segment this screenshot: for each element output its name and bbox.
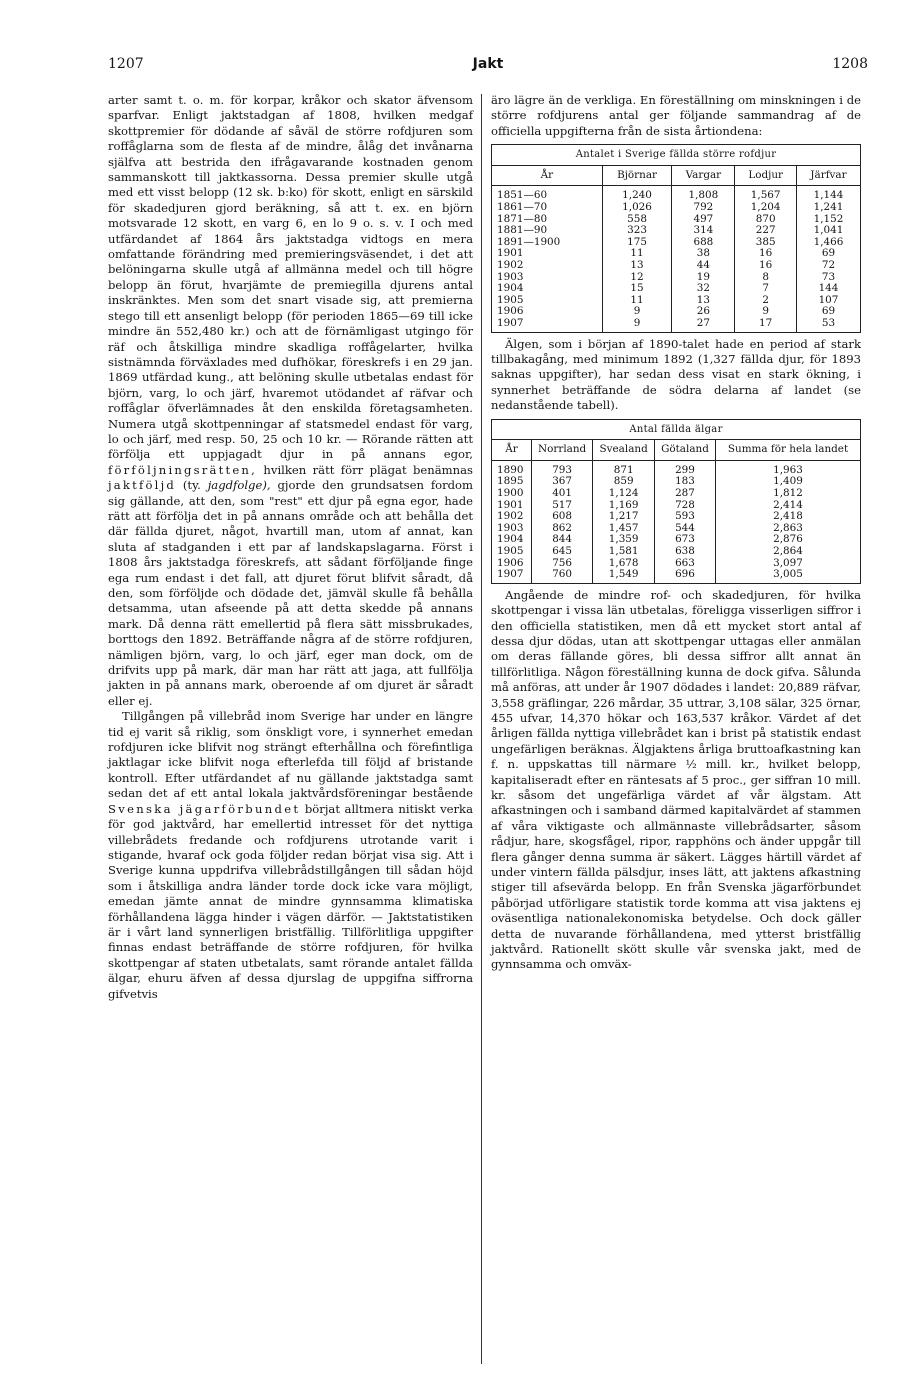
- table-cell: 44: [672, 260, 735, 272]
- col-header: Lodjur: [735, 165, 797, 186]
- table-row: [492, 272, 861, 284]
- col-header: Vargar: [672, 165, 735, 186]
- table-cell: 13: [672, 295, 735, 307]
- table-cell: 1,359: [593, 534, 655, 546]
- table-cell: 793: [531, 460, 593, 476]
- table-row: [492, 260, 861, 272]
- row-year-cell: 1861—70: [492, 202, 603, 214]
- running-title: Jakt: [472, 56, 504, 72]
- table-cell: 38: [672, 248, 735, 260]
- row-year-cell: 1906: [492, 306, 603, 318]
- row-year-cell: 1905: [492, 546, 532, 558]
- col-header: Norrland: [531, 440, 593, 461]
- table-cell: 1,812: [716, 488, 861, 500]
- table-cell: 1,041: [796, 225, 860, 237]
- table-cell: 1,808: [672, 186, 735, 202]
- table-cell: 3,097: [716, 558, 861, 570]
- table-cell: 11: [602, 248, 672, 260]
- table-cell: 1,217: [593, 511, 655, 523]
- table-cell: 26: [672, 306, 735, 318]
- table-cell: 72: [796, 260, 860, 272]
- col-header: Svealand: [593, 440, 655, 461]
- table-cell: 13: [602, 260, 672, 272]
- table-cell: 15: [602, 283, 672, 295]
- row-year-cell: 1895: [492, 476, 532, 488]
- col-header: Järfvar: [796, 165, 860, 186]
- table-cell: 638: [654, 546, 715, 558]
- table-cell: 385: [735, 237, 797, 249]
- table-cell: 756: [531, 558, 593, 570]
- table-cell: 69: [796, 306, 860, 318]
- table-row: [492, 460, 861, 476]
- paragraph-game-supply: Tillgången på villebråd inom Sverige har under en längre tid ej varit så riklig, som önskligt vore, i synnerhet emedan rofdjuren icke blifvit nog strängt efterhållna och förefintliga jaktlagar icke blifvit noga efterlefda till följd af bristande kontroll. Efter utfärdandet af nu gällande jaktstadga samt sedan det af ett antal lokala jaktvårdsföreningar bestående Svenska jägarförbundet börjat alltmera nitiskt verka för god jaktvård, har emellertid intresset för det nyttiga villebrådets fredande och rofdjurens utrotande varit i stigande, hvaraf ock goda följder redan börjat visa sig. Att i Sverige kunna uppdrifva villebrådstillgången till sådan höjd som i åtskilliga andra länder torde dock icke vara möjligt, emedan jämte annat de mindre gynnsamma klimatiska förhållandena lägga hinder i vägen därför. — Jaktstatistiken är i vårt land synnerligen bristfällig. Tillförlitliga uppgifter finnas endast beträffande de större rofdjuren, för hvilka skottpengar af staten utbetalats, samt rörande antalet fällda älgar, ehuru äfven af dessa djurslag de uppgifna siffrorna gifvetvis: [108, 709, 473, 1001]
- table-cell: 593: [654, 511, 715, 523]
- row-year-cell: 1890: [492, 460, 532, 476]
- col-header: Björnar: [602, 165, 672, 186]
- table-cell: 287: [654, 488, 715, 500]
- table-cell: 1,152: [796, 214, 860, 226]
- table-cell: 144: [796, 283, 860, 295]
- paragraph-moose: Älgen, som i början af 1890-talet hade en period af stark tillbakagång, med minimum 1892 (1,327 fällda djur, för 1893 saknas uppgifter), har sedan dess visat en stark ökning, i synnerhet beträffande de södra delarna af landet (se nedanstående tabell).: [491, 336, 861, 413]
- table-row: [492, 488, 861, 500]
- table-row: [492, 237, 861, 249]
- table-cell: 2: [735, 295, 797, 307]
- table-cell: 558: [602, 214, 672, 226]
- table-cell: 8: [735, 272, 797, 284]
- table-row: [492, 511, 861, 523]
- row-year-cell: 1871—80: [492, 214, 603, 226]
- table-cell: 183: [654, 476, 715, 488]
- table-row: [492, 283, 861, 295]
- table-row: [492, 202, 861, 214]
- table-cell: 645: [531, 546, 593, 558]
- table-cell: 728: [654, 500, 715, 512]
- table-cell: 1,466: [796, 237, 860, 249]
- spaced-term-jagarforbundet: Svenska jägarförbundet: [108, 801, 301, 816]
- table-cell: 859: [593, 476, 655, 488]
- table-cell: 844: [531, 534, 593, 546]
- table-cell: 227: [735, 225, 797, 237]
- row-year-cell: 1881—90: [492, 225, 603, 237]
- table-cell: 2,863: [716, 523, 861, 535]
- row-year-cell: 1902: [492, 511, 532, 523]
- row-year-cell: 1907: [492, 318, 603, 332]
- predator-table-caption: Antalet i Sverige fällda större rofdjur: [492, 145, 861, 166]
- page-number-left: 1207: [108, 56, 144, 72]
- table-cell: 73: [796, 272, 860, 284]
- table-cell: 870: [735, 214, 797, 226]
- row-year-cell: 1904: [492, 283, 603, 295]
- table-cell: 871: [593, 460, 655, 476]
- table-cell: 760: [531, 569, 593, 583]
- right-column: [491, 93, 861, 973]
- table-cell: 1,581: [593, 546, 655, 558]
- row-year-cell: 1900: [492, 488, 532, 500]
- table-cell: 9: [735, 306, 797, 318]
- table-cell: 1,169: [593, 500, 655, 512]
- table-cell: 401: [531, 488, 593, 500]
- table-cell: 792: [672, 202, 735, 214]
- table-cell: 1,144: [796, 186, 860, 202]
- table-cell: 323: [602, 225, 672, 237]
- table-cell: 2,418: [716, 511, 861, 523]
- table-cell: 1,963: [716, 460, 861, 476]
- row-year-cell: 1901: [492, 500, 532, 512]
- predator-table: [491, 144, 861, 332]
- table-cell: 1,567: [735, 186, 797, 202]
- table-cell: 9: [602, 306, 672, 318]
- italic-term: jagdfolge),: [207, 478, 271, 493]
- moose-table-caption: Antal fällda älgar: [492, 419, 861, 440]
- table-cell: 1,124: [593, 488, 655, 500]
- table-cell: 663: [654, 558, 715, 570]
- row-year-cell: 1904: [492, 534, 532, 546]
- table-cell: 673: [654, 534, 715, 546]
- table-row: [492, 306, 861, 318]
- paragraph-small-predators: Angående de mindre rof- och skadedjuren, för hvilka skottpengar i vissa län utbetalas, föreligga visserligen siffror i den officiella statistiken, men då ett mycket stort antal af dessa djur dödas, utan att skottpengar uttagas eller anmälan om deras fällande göres, bli dessa siffror allt annat än tillförlitliga. Någon föreställning kunna de dock gifva. Sålunda må anföras, att under år 1907 dödades i landet: 20,889 räfvar, 3,558 gräflingar, 226 mårdar, 35 uttrar, 3,108 sälar, 325 örnar, 455 ufvar, 14,370 hökar och 163,537 kråkor. Värdet af det årligen fällda nyttiga villebrådet kan i brist på statistik endast ungefärligen beräknas. Älgjaktens årliga bruttoafkastning kan f. n. uppskattas till närmare ½ mill. kr., hvilket belopp, kapitaliseradt efter en räntesats af 5 proc., ger siffran 10 mill. kr. såsom det ungefärliga värdet af vår älgstam. Att afkastningen och i samband därmed kapitalvärdet af stammen af våra viktigaste och allmännaste villebrådsarter, såsom rådjur, hare, skogsfågel, ripor, rapphöns och änder uppgår till flera gånger denna summa är säkert. Lägges härtill värdet af under vintern fällda pälsdjur, inses lätt, att jaktens afkastning stiger till afsevärda belopp. En från Svenska jägarförbundet påbörjad utförligare statistik torde komma att visa jaktens ej oväsentliga nationalekonomiska betydelse. Och dock gäller detta de nuvarande förhållandena, med ytterst bristfällig jaktvård. Rationellt skött skulle vår svenska jakt, med de gynnsamma och omväx-: [491, 587, 861, 972]
- row-year-cell: 1902: [492, 260, 603, 272]
- table-row: [492, 248, 861, 260]
- table-cell: 7: [735, 283, 797, 295]
- table-cell: 1,457: [593, 523, 655, 535]
- table-row: [492, 569, 861, 583]
- table-cell: 544: [654, 523, 715, 535]
- table-cell: 1,409: [716, 476, 861, 488]
- table-cell: 862: [531, 523, 593, 535]
- table-cell: 3,005: [716, 569, 861, 583]
- spaced-term-forfoljningsratten: förföljningsrätten,: [108, 462, 257, 477]
- row-year-cell: 1901: [492, 248, 603, 260]
- table-cell: 19: [672, 272, 735, 284]
- table-cell: 12: [602, 272, 672, 284]
- paragraph-premiums: arter samt t. o. m. för korpar, kråkor och skator äfvensom sparfvar. Enligt jaktstadgan af 1808, hvilken medgaf skottpremier för dödande af såväl de större rofdjuren som roffåglarna som de flesta af de mindre, ålåg det invånarna själfva att bestrida den ifrågavarande kostnaden genom sammanskott till jaktkassorna. Dessa premier skulle utgå med ett visst belopp (12 sk. b:ko) för skott, enligt en särskild för skadedjuren gjord beräkning, så att t. ex. en björn motsvarade 12 skott, en varg 6, en lo 9 o. s. v. I och med utfärdandet af 1864 års jaktstadga vidtogs en mera omfattande förändring med premieringsväsendet, i det att belöningarna skulle utgå af allmänna medel och till högre belopp än förut, hvarjämte de premiegilla djurens antal inskränktes. Men som det snart visade sig, att premierna stego till ett ansenligt belopp (för perioden 1865—69 till icke mindre än 552,480 kr.) och att de förnämligast utgingo för räf och åtskilliga mindre skadliga roffågelarter, hvilka sistnämnda förväxlades med dufhökar, föreskrefs i en 29 jan. 1869 utfärdad kung., att belöning skulle utbetalas endast för björn, varg, lo och järf, hvaremot utödandet af räfvar och roffåglar öfverlämnades åt den enskilda företagsamheten. Numera utgå skottpenningar af statsmedel endast för varg, lo och järf, med resp. 50, 25 och 10 kr. — Rörande rätten att förfölja ett uppjagadt djur in på annans egor, förföljningsrätten, hvilken rätt förr plägat benämnas jaktföljd (ty. jagdfolge), gjorde den grundsatsen fordom sig gällande, att den, som "rest" ett djur på egna egor, hade rätt att förfölja det in på annans område och att behålla det där fällda djuret, något, hvartill man, utom af annat, kan sluta af stadganden i ett par af landskapslagarna. Först i 1808 års jaktstadga föreskrefs, att sådant förföljande finge ega rum endast i det fall, att djuret förut blifvit såradt, då den, som förföljde och dödade det, jämväl skulle få behålla detsamma, utan afseende på att detta skedde på annans mark. Då denna rätt emellertid på flera sätt missbrukades, borttogs den 1892. Beträffande några af de större rofdjuren, nämligen björn, varg, lo och järf, eger man dock, om de drifvits upp på mark, där man har rätt att jaga, att fullfölja jakten in på annans mark, oberoende af om djuret är såradt eller ej.: [108, 93, 474, 708]
- table-cell: 1,241: [796, 202, 860, 214]
- table-cell: 497: [672, 214, 735, 226]
- table-row: [492, 546, 861, 558]
- row-year-cell: 1851—60: [492, 186, 603, 202]
- table-cell: 367: [531, 476, 593, 488]
- table-cell: 1,204: [735, 202, 797, 214]
- page-header: [108, 56, 868, 80]
- table-cell: 2,864: [716, 546, 861, 558]
- left-column: [108, 93, 473, 1002]
- column-divider: [481, 94, 482, 1364]
- table-cell: 11: [602, 295, 672, 307]
- row-year-cell: 1905: [492, 295, 603, 307]
- table-row: [492, 186, 861, 202]
- table-cell: 517: [531, 500, 593, 512]
- table-cell: 16: [735, 260, 797, 272]
- table-cell: 9: [602, 318, 672, 332]
- table-cell: 1,549: [593, 569, 655, 583]
- col-header: År: [492, 165, 603, 186]
- table-cell: 69: [796, 248, 860, 260]
- row-year-cell: 1907: [492, 569, 532, 583]
- table-cell: 688: [672, 237, 735, 249]
- table-cell: 1,678: [593, 558, 655, 570]
- row-year-cell: 1891—1900: [492, 237, 603, 249]
- table-cell: 299: [654, 460, 715, 476]
- table-cell: 16: [735, 248, 797, 260]
- table-cell: 2,414: [716, 500, 861, 512]
- row-year-cell: 1903: [492, 523, 532, 535]
- col-header: Summa för hela landet: [716, 440, 861, 461]
- table-cell: 696: [654, 569, 715, 583]
- spaced-term-jaktfoljd: jaktföljd: [108, 478, 176, 493]
- table-cell: 314: [672, 225, 735, 237]
- page-number-right: 1208: [832, 56, 868, 72]
- table-cell: 1,026: [602, 202, 672, 214]
- row-year-cell: 1906: [492, 558, 532, 570]
- table-cell: 107: [796, 295, 860, 307]
- table-row: [492, 295, 861, 307]
- paragraph-intro: äro lägre än de verkliga. En föreställning om minskningen i de större rofdjurens antal ger följande sammandrag af de officiella uppgifterna från de sista årtiondena:: [491, 93, 861, 138]
- table-cell: 17: [735, 318, 797, 332]
- table-cell: 32: [672, 283, 735, 295]
- table-cell: 53: [796, 318, 860, 332]
- col-header: År: [492, 440, 532, 461]
- row-year-cell: 1903: [492, 272, 603, 284]
- moose-table: [491, 419, 861, 584]
- table-cell: 27: [672, 318, 735, 332]
- col-header: Götaland: [654, 440, 715, 461]
- table-cell: 2,876: [716, 534, 861, 546]
- table-cell: 1,240: [602, 186, 672, 202]
- table-cell: 175: [602, 237, 672, 249]
- table-row: [492, 318, 861, 332]
- table-cell: 608: [531, 511, 593, 523]
